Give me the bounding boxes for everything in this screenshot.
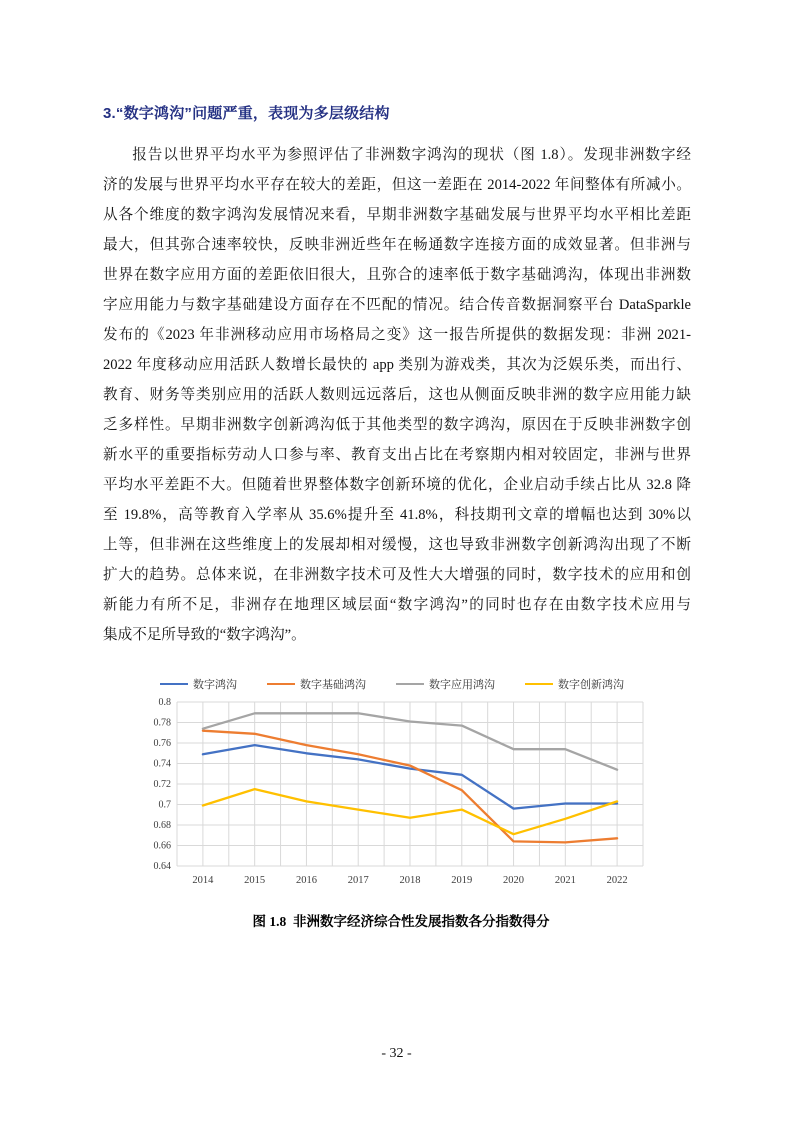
paragraph-line: 教育、财务等类别应用的活跃人数则远远落后，这也从侧面反映非洲的数字应用能力缺 (103, 387, 691, 403)
y-tick-label: 0.74 (153, 758, 171, 770)
paragraph-line: 最大，但其弥合速率较快，反映非洲近些年在畅通数字连接方面的成效显著。但非洲与 (103, 237, 691, 253)
figure-1-8 (131, 676, 653, 930)
x-tick-label: 2015 (244, 875, 266, 886)
body-paragraph (103, 140, 691, 650)
legend-label: 数字基础鸿沟 (300, 679, 366, 691)
paragraph-line: 平均水平差距不大。但随着世界整体数字创新环境的优化，企业启动手续占比从 32.8 降 (103, 477, 691, 493)
section-heading: 3.“数字鸿沟”问题严重，表现为多层级结构 (103, 105, 390, 122)
y-tick-label: 0.68 (153, 820, 171, 832)
x-tick-label: 2018 (399, 875, 421, 886)
paragraph-line: 新水平的重要指标劳动人口参与率、教育支出占比在考察期内相对较固定，非洲与世界 (103, 447, 691, 463)
x-tick-label: 2022 (606, 875, 628, 886)
y-tick-label: 0.78 (153, 717, 171, 729)
chart-legend (131, 676, 653, 692)
y-tick-label: 0.72 (153, 779, 171, 791)
paragraph-line: 至 19.8%，高等教育入学率从 35.6%提升至 41.8%，科技期刊文章的增幅也达到 30%以 (103, 507, 691, 523)
x-tick-label: 2017 (347, 875, 369, 886)
y-tick-label: 0.8 (158, 697, 171, 709)
paragraph-line: 上等，但非洲在这些维度上的发展却相对缓慢，这也导致非洲数字创新鸿沟出现了不断 (103, 537, 691, 553)
paragraph-line: 报告以世界平均水平为参照评估了非洲数字鸿沟的现状（图 1.8）。发现非洲数字经 (132, 147, 691, 163)
legend-line-swatch (160, 683, 188, 685)
y-tick-label: 0.66 (153, 840, 171, 852)
x-tick-label: 2021 (554, 875, 576, 886)
paragraph-line: 发布的《2023 年非洲移动应用市场格局之变》这一报告所提供的数据发现：非洲 2021- (103, 327, 691, 343)
legend-label: 数字创新鸿沟 (558, 679, 624, 691)
paragraph-line: 新能力有所不足，非洲存在地理区域层面“数字鸿沟”的同时也存在由数字技术应用与 (103, 597, 691, 613)
y-tick-label: 0.76 (153, 738, 171, 750)
legend-label: 数字鸿沟 (193, 679, 237, 691)
legend-item (160, 676, 237, 692)
y-tick-label: 0.7 (158, 799, 171, 811)
paragraph-line: 2022 年度移动应用活跃人数增长最快的 app 类别为游戏类，其次为泛娱乐类，而出行、 (103, 357, 691, 373)
paragraph-line: 扩大的趋势。总体来说，在非洲数字技术可及性大大增强的同时，数字技术的应用和创 (103, 567, 691, 583)
paragraph-line: 乏多样性。早期非洲数字创新鸿沟低于其他类型的数字鸿沟，原因在于反映非洲数字创 (103, 417, 691, 433)
page-number: - 32 - (381, 1046, 412, 1061)
content-area (103, 104, 691, 930)
paragraph-line: 济的发展与世界平均水平存在较大的差距，但这一差距在 2014-2022 年间整体有所减小。 (103, 177, 691, 193)
legend-item (267, 676, 366, 692)
x-tick-label: 2020 (503, 875, 525, 886)
legend-line-swatch (525, 683, 553, 685)
paragraph-line: 字应用能力与数字基础建设方面存在不匹配的情况。结合传音数据洞察平台 DataSparkle (103, 297, 691, 313)
legend-label: 数字应用鸿沟 (429, 679, 495, 691)
figure-caption: 图 1.8 非洲数字经济综合性发展指数各分指数得分 (252, 914, 550, 929)
legend-item (396, 676, 495, 692)
y-tick-label: 0.64 (153, 861, 171, 873)
paragraph-line: 从各个维度的数字鸿沟发展情况来看，早期非洲数字基础发展与世界平均水平相比差距 (103, 207, 691, 223)
x-tick-label: 2019 (451, 875, 473, 886)
x-tick-label: 2014 (192, 875, 214, 886)
paragraph-line: 世界在数字应用方面的差距依旧很大，且弥合的速率低于数字基础鸿沟，体现出非洲数 (103, 267, 691, 283)
legend-item (525, 676, 624, 692)
legend-line-swatch (396, 683, 424, 685)
paragraph-line: 集成不足所导致的“数字鸿沟”。 (103, 627, 306, 643)
legend-line-swatch (267, 683, 295, 685)
x-tick-label: 2016 (295, 875, 317, 886)
line-chart (131, 696, 653, 896)
